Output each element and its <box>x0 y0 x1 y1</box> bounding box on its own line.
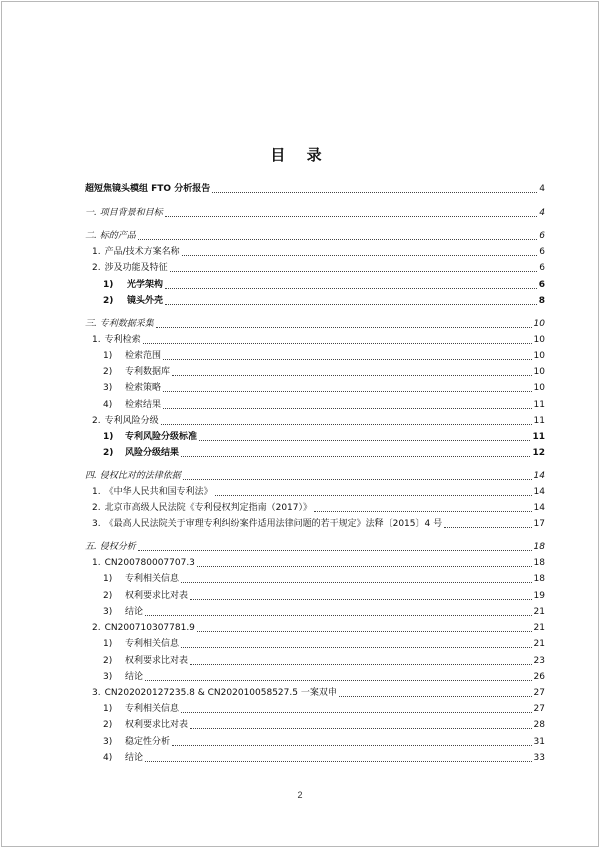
toc-entry-number: 2. <box>92 623 101 633</box>
dot-leader <box>215 495 532 496</box>
dot-leader <box>170 271 538 272</box>
dot-leader <box>145 680 532 681</box>
page-number: 2 <box>297 790 303 800</box>
dot-leader <box>197 566 532 567</box>
toc-title: 目 录 <box>270 146 330 164</box>
toc-entry-number: 1) <box>103 351 113 361</box>
dot-leader <box>197 631 532 632</box>
toc-entry[interactable] <box>103 634 545 650</box>
toc-page-number: 10 <box>533 351 545 361</box>
toc-entry-text: 检索范围 <box>125 351 162 361</box>
toc-entry-number: 1) <box>103 432 114 442</box>
toc-entry-text: 专利相关信息 <box>125 639 180 649</box>
toc-entry-text: CN202020127235.8 & CN202010058527.5 一案双申 <box>104 688 337 698</box>
dot-leader <box>182 255 538 256</box>
toc-entry-number: 1) <box>103 639 113 649</box>
toc-page-number: 11 <box>533 400 545 410</box>
toc-entry[interactable] <box>103 651 545 667</box>
toc-entry[interactable] <box>103 699 545 715</box>
toc-entry-text: 风险分级结果 <box>125 448 180 458</box>
toc-entry-number: 2. <box>92 503 101 513</box>
toc-entry-text: 三. 专利数据采集 <box>85 319 154 329</box>
toc-entry[interactable] <box>103 346 545 362</box>
toc-entry[interactable] <box>103 732 545 748</box>
toc-entry-number: 2. <box>92 416 101 426</box>
toc-entry[interactable] <box>92 553 545 569</box>
toc-page-number: 14 <box>533 471 545 481</box>
toc-entry[interactable] <box>103 715 545 731</box>
dot-leader <box>165 288 537 289</box>
toc-entry[interactable] <box>92 258 545 274</box>
dot-leader <box>181 582 532 583</box>
toc-page-number: 6 <box>539 247 545 257</box>
toc-entry-report-title[interactable] <box>85 179 545 195</box>
dot-leader <box>444 527 531 528</box>
toc-entry-text: 镜头外壳 <box>127 296 164 306</box>
dot-leader <box>161 424 532 425</box>
toc-entry-text: 专利风险分级标准 <box>125 432 198 442</box>
dot-leader <box>163 391 532 392</box>
toc-entry[interactable] <box>103 748 545 764</box>
toc-entry-number: 3) <box>103 383 113 393</box>
toc-page-number: 18 <box>533 558 545 568</box>
toc-entry-text: 结论 <box>125 672 144 682</box>
toc-entry[interactable] <box>103 443 545 459</box>
toc-page-number: 12 <box>532 448 545 458</box>
toc-entry-text: 二. 标的产品 <box>85 231 136 241</box>
toc-page-number: 19 <box>533 591 545 601</box>
toc-entry-number: 1) <box>103 574 113 584</box>
toc-entry-text: 结论 <box>125 753 144 763</box>
dot-leader <box>172 745 532 746</box>
toc-entry-text: 产品/技术方案名称 <box>104 247 180 257</box>
dot-leader <box>156 327 532 328</box>
toc-page-number: 28 <box>533 720 545 730</box>
dot-leader <box>143 343 532 344</box>
dot-leader <box>145 615 532 616</box>
dot-leader <box>172 375 532 376</box>
dot-leader <box>181 647 532 648</box>
toc-entry[interactable] <box>92 514 545 530</box>
dot-leader <box>165 216 538 217</box>
toc-page-number: 21 <box>533 607 545 617</box>
toc-page-number: 14 <box>533 503 545 513</box>
toc-entry-text: 北京市高级人民法院《专利侵权判定指南（2017）》 <box>104 503 312 513</box>
toc-entry-number: 4) <box>103 400 113 410</box>
toc-entry-number: 2) <box>103 720 113 730</box>
toc-page-number: 27 <box>533 688 545 698</box>
toc-page-number: 4 <box>539 208 545 218</box>
toc-entry-text: 检索策略 <box>125 383 162 393</box>
dot-leader <box>181 712 532 713</box>
dot-leader <box>165 304 537 305</box>
toc-page-number: 14 <box>533 487 545 497</box>
toc-page-number: 10 <box>533 383 545 393</box>
toc-entry-number: 2) <box>103 448 114 458</box>
toc-entry-text: 一. 项目背景和目标 <box>85 208 163 218</box>
toc-page-number: 18 <box>533 542 545 552</box>
toc-entry-text: 五. 侵权分析 <box>85 542 136 552</box>
toc-page-number: 10 <box>533 319 545 329</box>
toc-entry[interactable] <box>92 330 545 346</box>
toc-entry[interactable] <box>103 362 545 378</box>
toc-entry-text: 结论 <box>125 607 144 617</box>
toc-entry[interactable] <box>103 291 545 307</box>
toc-entry-text: CN200780007707.3 <box>104 558 195 568</box>
dot-leader <box>339 696 532 697</box>
toc-entry-number: 3. <box>92 519 101 529</box>
toc-entry-number: 3) <box>103 607 113 617</box>
toc-entry[interactable] <box>92 498 545 514</box>
toc-entry[interactable] <box>103 667 545 683</box>
dot-leader <box>181 456 530 457</box>
toc-entry-number: 1) <box>103 280 114 290</box>
toc-entry[interactable] <box>103 569 545 585</box>
dot-leader <box>138 239 538 240</box>
toc-entry-number: 2. <box>92 263 101 273</box>
toc-page-number: 18 <box>533 574 545 584</box>
toc-page-number: 4 <box>539 184 545 194</box>
dot-leader <box>314 511 532 512</box>
dot-leader <box>183 479 532 480</box>
toc-page-number: 17 <box>533 519 545 529</box>
toc-page-number: 11 <box>532 432 545 442</box>
toc-entry[interactable] <box>92 242 545 258</box>
toc-entry[interactable] <box>92 618 545 634</box>
toc-entry-text: 光学架构 <box>127 280 164 290</box>
toc-entry-number: 4) <box>103 753 113 763</box>
toc-entry-section-1[interactable] <box>85 203 545 219</box>
toc-entry-number: 3. <box>92 688 101 698</box>
toc-entry-section-5[interactable] <box>85 537 545 553</box>
dot-leader <box>190 728 532 729</box>
toc-entry-text: 专利风险分级 <box>104 416 159 426</box>
toc-entry[interactable] <box>103 427 545 443</box>
toc-page-number: 10 <box>533 335 545 345</box>
toc-entry-number: 1. <box>92 335 101 345</box>
toc-entry-text: 权利要求比对表 <box>125 591 189 601</box>
toc-entry-text: 专利数据库 <box>125 367 171 377</box>
toc-page-number: 26 <box>533 672 545 682</box>
toc-entry[interactable] <box>92 482 545 498</box>
toc-entry-section-4[interactable] <box>85 466 545 482</box>
toc-entry[interactable] <box>103 602 545 618</box>
toc-entry[interactable] <box>103 395 545 411</box>
dot-leader <box>190 599 532 600</box>
toc-entry-number: 2) <box>103 656 113 666</box>
toc-entry-number: 2) <box>103 367 113 377</box>
toc-entry-text: 四. 侵权比对的法律依据 <box>85 471 181 481</box>
dot-leader <box>163 359 532 360</box>
toc-entry-number: 1. <box>92 487 101 497</box>
toc-entry-number: 1. <box>92 247 101 257</box>
dot-leader <box>163 408 532 409</box>
toc-page-number: 6 <box>538 280 545 290</box>
toc-entry[interactable] <box>103 275 545 291</box>
toc-entry-text: 专利相关信息 <box>125 704 180 714</box>
toc-entry[interactable] <box>92 411 545 427</box>
toc-entry-number: 3) <box>103 737 113 747</box>
toc-entry-section-2[interactable] <box>85 226 545 242</box>
toc-entry-text: 检索结果 <box>125 400 162 410</box>
toc-entry-text: 权利要求比对表 <box>125 720 189 730</box>
toc-entry[interactable] <box>103 378 545 394</box>
toc-entry-number: 2) <box>103 296 114 306</box>
toc-entry-number: 2) <box>103 591 113 601</box>
toc-entry-text: 涉及功能及特征 <box>104 263 168 273</box>
toc-page-number: 21 <box>533 639 545 649</box>
toc-entry-text: 《最高人民法院关于审理专利纠纷案件适用法律问题的若干规定》法释〔2015〕4 号 <box>104 519 443 529</box>
dot-leader <box>138 550 532 551</box>
toc-entry-section-3[interactable] <box>85 314 545 330</box>
toc-entry-text: 权利要求比对表 <box>125 656 189 666</box>
toc-page-number: 6 <box>539 263 545 273</box>
toc-entry-number: 3) <box>103 672 113 682</box>
dot-leader <box>199 440 530 441</box>
toc-entry-text: 专利相关信息 <box>125 574 180 584</box>
dot-leader <box>145 761 532 762</box>
toc-page-number: 11 <box>533 416 545 426</box>
dot-leader <box>212 192 537 193</box>
toc-entry-text: 《中华人民共和国专利法》 <box>104 487 213 497</box>
toc-entry-text: 专利检索 <box>104 335 141 345</box>
toc-page-number: 27 <box>533 704 545 714</box>
toc-entry[interactable] <box>103 586 545 602</box>
toc-entry-text: 超短焦镜头模组 FTO 分析报告 <box>85 184 211 194</box>
toc-page-number: 33 <box>533 753 545 763</box>
toc-entry-text: 稳定性分析 <box>125 737 171 747</box>
dot-leader <box>190 664 532 665</box>
toc-page-number: 23 <box>533 656 545 666</box>
toc-page-number: 6 <box>539 231 545 241</box>
toc-page-number: 21 <box>533 623 545 633</box>
toc-entry[interactable] <box>92 683 545 699</box>
toc-entry-number: 1. <box>92 558 101 568</box>
toc-page-number: 10 <box>533 367 545 377</box>
toc-entry-text: CN200710307781.9 <box>104 623 195 633</box>
toc-entry-number: 1) <box>103 704 113 714</box>
toc-page-number: 8 <box>538 296 545 306</box>
toc-page-number: 31 <box>533 737 545 747</box>
